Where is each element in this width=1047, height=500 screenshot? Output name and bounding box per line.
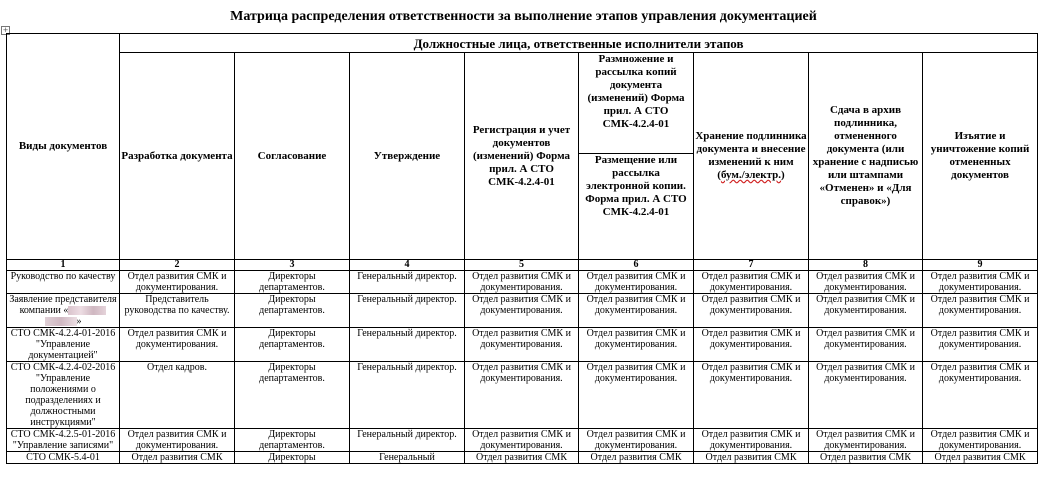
registration-cell: Отдел развития СМК и документирования. <box>465 362 579 429</box>
approval-cell: Директоры департаментов. <box>235 362 350 429</box>
table-row <box>7 294 1038 328</box>
archive-cell: Отдел развития СМК и документирования. <box>809 429 923 452</box>
registration-cell: Отдел развития СМК и документирования. <box>465 328 579 362</box>
confirmation-cell: Генеральный директор. <box>350 429 465 452</box>
col-header-archive: Сдача в архив подлинника, отмененного документа (или хранение с надписью или штампами «Отменен» и «Для справок») <box>809 53 923 260</box>
archive-cell: Отдел развития СМК и документирования. <box>809 362 923 429</box>
approval-cell: Директоры департаментов. <box>235 271 350 294</box>
confirmation-cell: Генеральный <box>350 452 465 464</box>
storage-cell: Отдел развития СМК и документирования. <box>694 362 809 429</box>
confirmation-cell: Генеральный директор. <box>350 328 465 362</box>
col-number: 1 <box>7 260 120 271</box>
header-row-top <box>7 53 1038 154</box>
doc-type-cell: СТО СМК-4.2.5-01-2016 "Управление записями" <box>7 429 120 452</box>
col-number: 3 <box>235 260 350 271</box>
col-header-storage <box>694 53 809 260</box>
col-header-confirmation: Утверждение <box>350 53 465 260</box>
col-header-destruction: Изъятие и уничтожение копий отмененных документов <box>923 53 1038 260</box>
registration-cell: Отдел развития СМК и документирования. <box>465 429 579 452</box>
col-number: 8 <box>809 260 923 271</box>
approval-cell: Директоры департаментов. <box>235 294 350 328</box>
development-cell: Отдел развития СМК и документирования. <box>120 429 235 452</box>
destruction-cell: Отдел развития СМК и документирования. <box>923 328 1038 362</box>
copies-cell: Отдел развития СМК и документирования. <box>579 271 694 294</box>
doc-type-text-end: » <box>76 316 82 327</box>
doc-type-cell: СТО СМК-5.4-01 <box>7 452 120 464</box>
archive-cell: Отдел развития СМК и документирования. <box>809 294 923 328</box>
doc-type-cell: СТО СМК-4.2.4-01-2016 "Управление документацией" <box>7 328 120 362</box>
approval-cell: Директоры департаментов. <box>235 328 350 362</box>
table-row <box>7 362 1038 429</box>
storage-cell: Отдел развития СМК и документирования. <box>694 328 809 362</box>
table-row <box>7 452 1038 464</box>
destruction-cell: Отдел развития СМК и документирования. <box>923 271 1038 294</box>
table-row <box>7 429 1038 452</box>
col-number: 5 <box>465 260 579 271</box>
responsibility-matrix-table <box>6 33 1038 464</box>
copies-cell: Отдел развития СМК и документирования. <box>579 362 694 429</box>
redacted-name <box>45 317 77 326</box>
copies-cell: Отдел развития СМК и документирования. <box>579 294 694 328</box>
storage-cell: Отдел развития СМК <box>694 452 809 464</box>
registration-cell: Отдел развития СМК и документирования. <box>465 271 579 294</box>
col-header-doc-types: Виды документов <box>7 34 120 260</box>
col-number: 6 <box>579 260 694 271</box>
col-header-copies: Размножение и рассылка копий документа (изменений) Форма прил. А СТО СМК-4.2.4-01 <box>579 53 694 154</box>
copies-cell: Отдел развития СМК и документирования. <box>579 429 694 452</box>
storage-underlined: бум./электр. <box>720 169 782 181</box>
archive-cell: Отдел развития СМК и документирования. <box>809 271 923 294</box>
registration-cell: Отдел развития СМК <box>465 452 579 464</box>
col-number: 4 <box>350 260 465 271</box>
registration-cell: Отдел развития СМК и документирования. <box>465 294 579 328</box>
destruction-cell: Отдел развития СМК и документирования. <box>923 429 1038 452</box>
development-cell: Отдел развития СМК <box>120 452 235 464</box>
doc-type-cell: Руководство по качеству <box>7 271 120 294</box>
development-cell: Отдел развития СМК и документирования. <box>120 328 235 362</box>
col-number: 7 <box>694 260 809 271</box>
col-number: 9 <box>923 260 1038 271</box>
table-row <box>7 328 1038 362</box>
confirmation-cell: Генеральный директор. <box>350 362 465 429</box>
col-header-registration: Регистрация и учет документов (изменений) Форма прил. А СТО СМК-4.2.4-01 <box>465 53 579 260</box>
doc-type-cell: СТО СМК-4.2.4-02-2016 "Управление положениями о подразделениях и должностными инструкциями" <box>7 362 120 429</box>
development-cell: Представитель руководства по качеству. <box>120 294 235 328</box>
copies-cell: Отдел развития СМК <box>579 452 694 464</box>
page-title: Матрица распределения ответственности за выполнение этапов управления документацией <box>230 9 817 24</box>
doc-type-cell <box>7 294 120 328</box>
storage-end: ) <box>781 169 785 181</box>
group-header: Должностные лица, ответственные исполнители этапов <box>120 34 1038 53</box>
col-header-approval: Согласование <box>235 53 350 260</box>
storage-cell: Отдел развития СМК и документирования. <box>694 271 809 294</box>
archive-cell: Отдел развития СМК <box>809 452 923 464</box>
col-header-development: Разработка документа <box>120 53 235 260</box>
approval-cell: Директоры департаментов. <box>235 429 350 452</box>
destruction-cell: Отдел развития СМК и документирования. <box>923 362 1038 429</box>
col-number: 2 <box>120 260 235 271</box>
doc-type-text: Заявление представителя компании « <box>9 294 117 316</box>
archive-cell: Отдел развития СМК и документирования. <box>809 328 923 362</box>
redacted-name <box>68 306 106 315</box>
development-cell: Отдел кадров. <box>120 362 235 429</box>
storage-cell: Отдел развития СМК и документирования. <box>694 429 809 452</box>
approval-cell: Директоры <box>235 452 350 464</box>
storage-cell: Отдел развития СМК и документирования. <box>694 294 809 328</box>
col-header-electronic: Размещение или рассылка электронной копии. Форма прил. А СТО СМК-4.2.4-01 <box>579 154 694 260</box>
table-row <box>7 271 1038 294</box>
storage-text: Хранение подлинника документа и внесение изменений к ним ( <box>695 130 807 181</box>
destruction-cell: Отдел развития СМК и документирования. <box>923 294 1038 328</box>
copies-cell: Отдел развития СМК и документирования. <box>579 328 694 362</box>
column-numbers-row <box>7 260 1038 271</box>
table-move-handle-icon[interactable]: + <box>2 26 9 34</box>
destruction-cell: Отдел развития СМК <box>923 452 1038 464</box>
confirmation-cell: Генеральный директор. <box>350 294 465 328</box>
group-header-row <box>7 34 1038 53</box>
development-cell: Отдел развития СМК и документирования. <box>120 271 235 294</box>
confirmation-cell: Генеральный директор. <box>350 271 465 294</box>
